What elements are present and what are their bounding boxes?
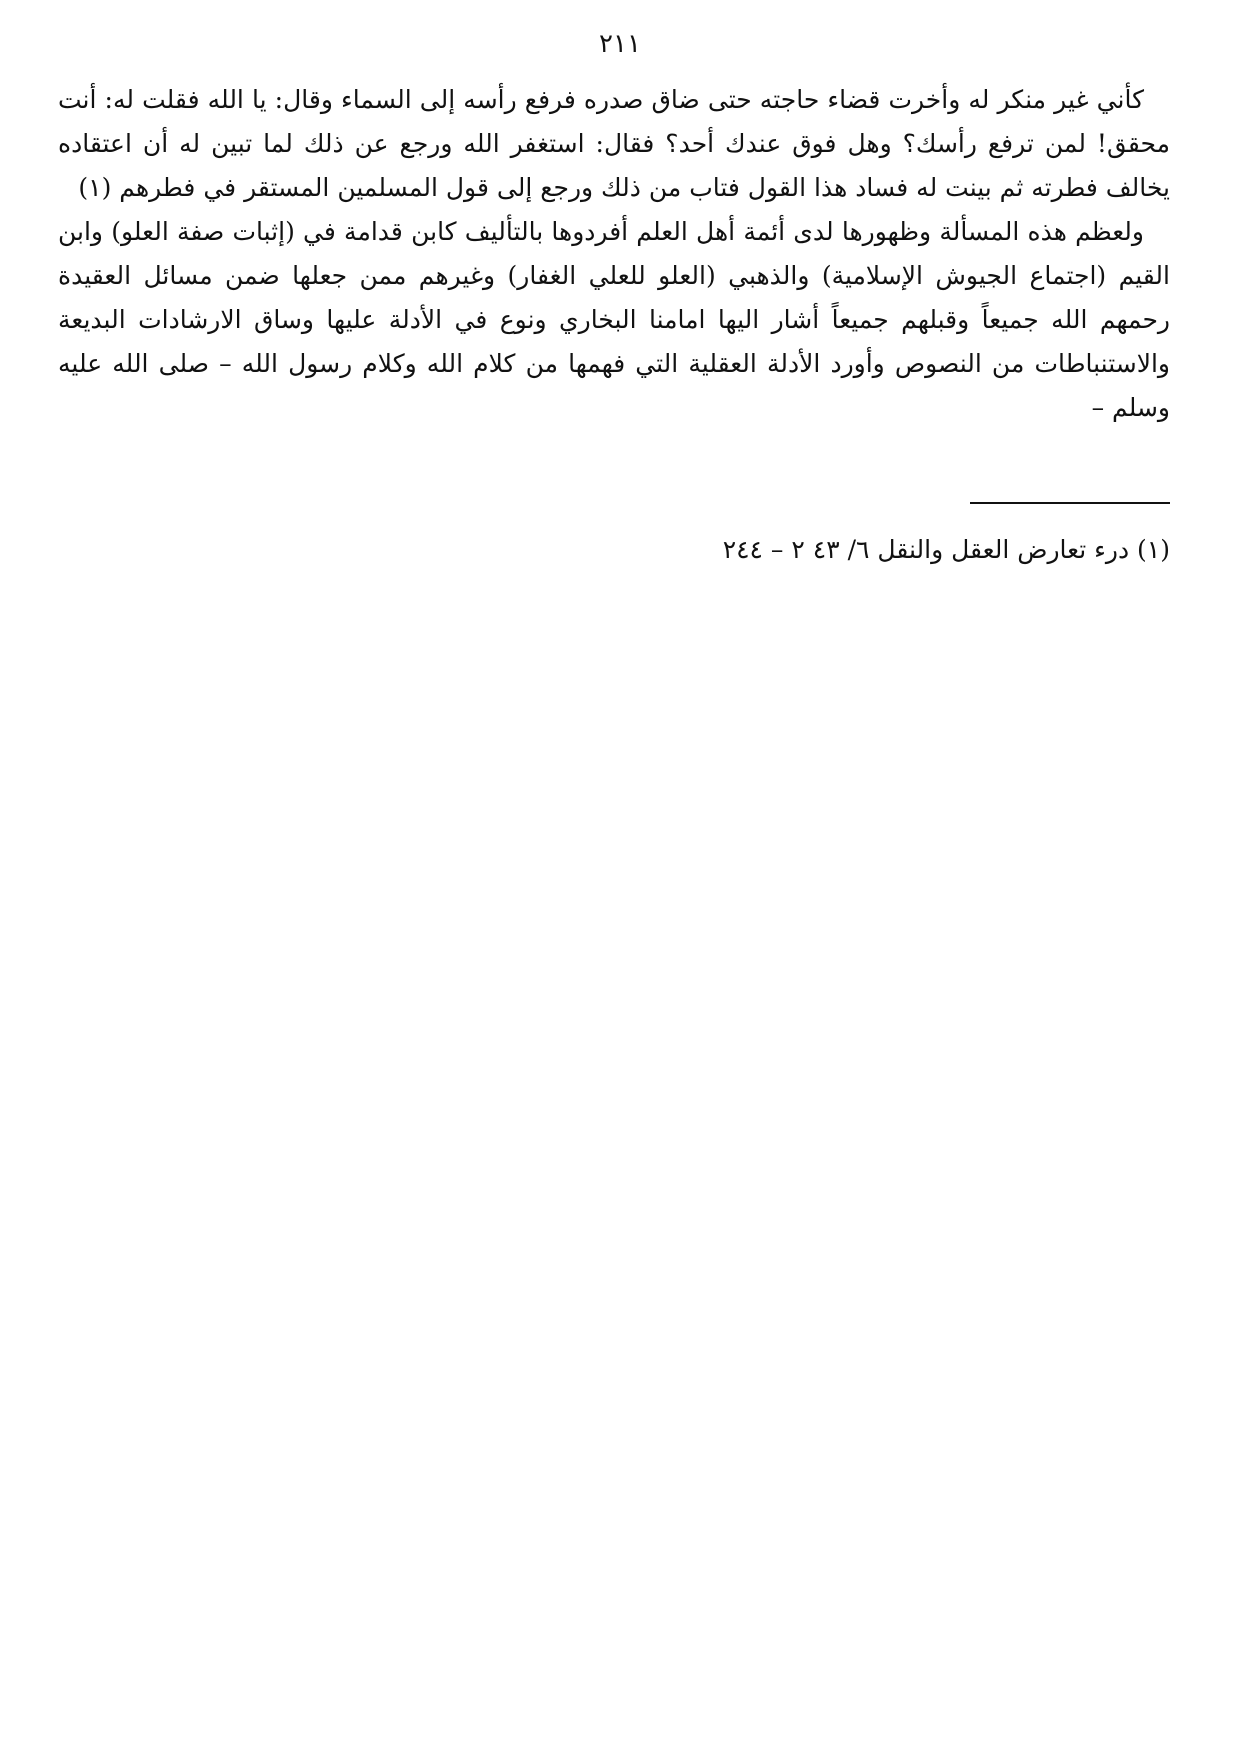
main-text xyxy=(58,78,1170,430)
page-number: ٢١١ xyxy=(599,29,641,59)
footnote: (١) درء تعارض العقل والنقل ٦/ ٤٣ ٢ – ٢٤٤ xyxy=(722,535,1170,564)
footnote-separator xyxy=(970,502,1170,504)
paragraph-1: كأني غير منكر له وأخرت قضاء حاجته حتى ضاق صدره فرفع رأسه إلى السماء وقال: يا الله فقلت له: أنت محقق! لمن ترفع رأسك؟ وهل فوق عندك أحد؟ فقال: استغفر الله ورجع عن ذلك لما تبين له أن اعتقاده يخالف فطرته ثم بينت له فساد هذا القول فتاب من ذلك ورجع إلى قول المسلمين المستقر في فطرهم (١) xyxy=(58,85,1170,202)
paragraph-2: ولعظم هذه المسألة وظهورها لدى أئمة أهل العلم أفردوها بالتأليف كابن قدامة في (إثبات صفة العلو) وابن القيم (اجتماع الجيوش الإسلامية) والذهبي (العلو للعلي الغفار) وغيرهم ممن جعلها ضمن مسائل العقيدة رحمهم الله جميعاً وقبلهم جميعاً أشار اليها امامنا البخاري ونوع في الأدلة عليها وساق الارشادات البديعة والاستنباطات من النصوص وأورد الأدلة العقلية التي فهمها من كلام الله وكلام رسول الله – صلى الله عليه وسلم – xyxy=(58,217,1170,422)
